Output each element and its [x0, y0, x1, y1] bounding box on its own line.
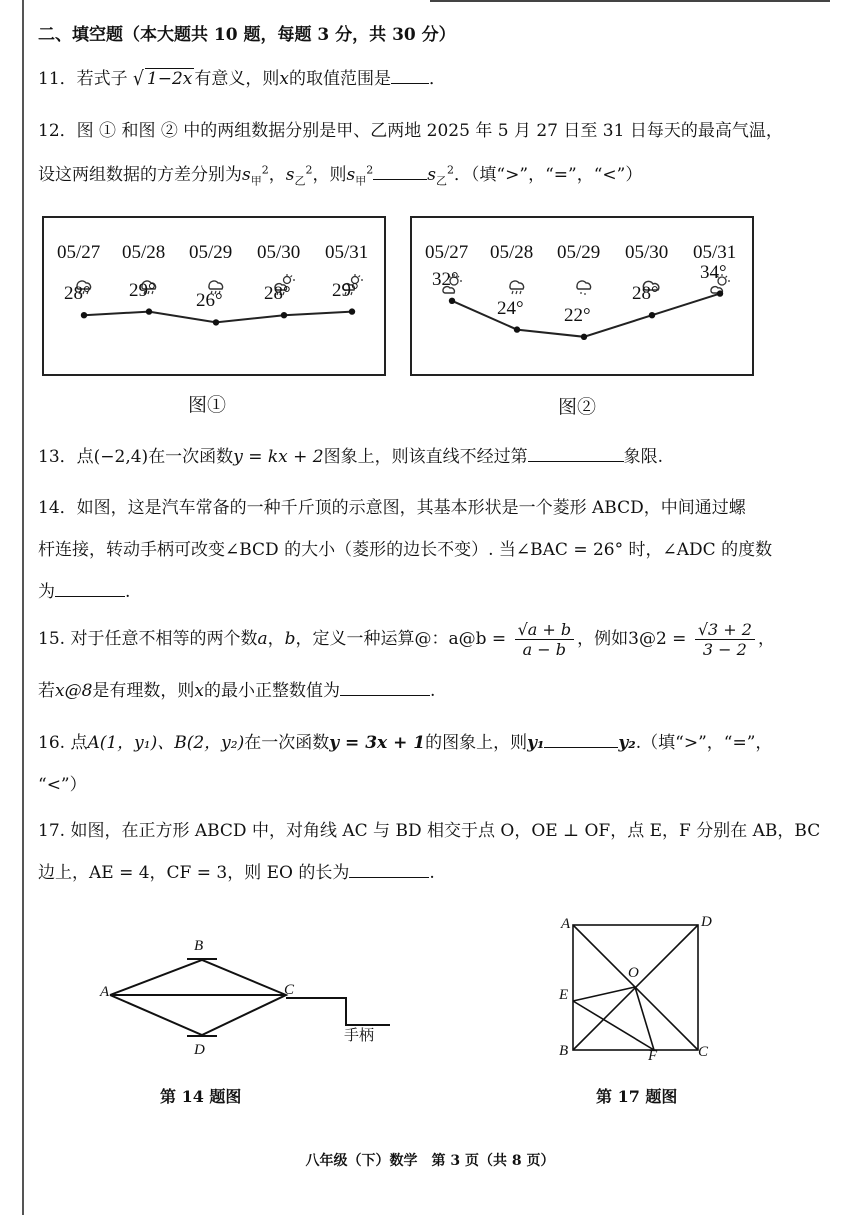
date-label: 05/27 [57, 242, 101, 263]
handle-label: 手柄 [344, 1026, 375, 1044]
question-15-line2: 若x@8是有理数，则x的最小正整数值为 . [38, 681, 436, 701]
question-11: 11．若式子 √ 1−2x 有意义，则x的取值范围是 ． [38, 67, 446, 91]
jack-diagram [90, 935, 420, 1065]
answer-blank-16[interactable] [544, 733, 618, 748]
rhombus-abcd [110, 960, 286, 1035]
question-14-line3: 为 . [38, 582, 131, 602]
question-12-line1: 12．图 ① 和图 ② 中的两组数据分别是甲、乙两地 2025 年 5 月 27 日至 31 日每天的最高气温， [38, 121, 783, 141]
fig17-label-c: C [698, 1044, 709, 1060]
question-14-line2: 杆连接，转动手柄可改变∠BCD 的大小（菱形的边长不变）. 当∠BAC = 26° 时，∠ADC 的度数 [38, 540, 773, 560]
top-edge-line [430, 0, 830, 2]
date-label: 05/28 [490, 242, 534, 263]
weather-chart-1 [42, 216, 386, 376]
date-label: 05/30 [625, 242, 669, 263]
temperature-label: 24° [497, 297, 524, 319]
weather-chart-2 [410, 216, 754, 376]
fig17-caption: 第 17 题图 [596, 1087, 678, 1106]
radical-sign: √ [133, 67, 144, 91]
temperature-point [349, 308, 355, 314]
date-label: 05/29 [189, 242, 233, 263]
temperature-point [649, 312, 655, 318]
temperature-point [581, 334, 587, 340]
segment-oe [573, 987, 635, 1001]
fig17-label-e: E [559, 987, 569, 1003]
fig14-label-b: B [194, 938, 204, 954]
temperature-label: 28° [632, 283, 659, 305]
temperature-label: 29° [129, 279, 156, 301]
fig17-label-f: F [648, 1048, 658, 1064]
fig14-label-a: A [100, 984, 110, 1000]
temperature-line-chart [412, 218, 752, 374]
date-label: 05/28 [122, 242, 166, 263]
fig14-label-d: D [194, 1042, 205, 1058]
temperature-label: 32° [432, 268, 459, 290]
date-label: 05/30 [257, 242, 301, 263]
answer-blank-11[interactable] [391, 69, 429, 84]
temperature-point [81, 312, 87, 318]
temperature-label: 26° [196, 290, 223, 312]
fraction-definition: $\frac{√a + b}{a - b}$ [515, 620, 575, 659]
chart-1-caption: 图① [188, 394, 227, 416]
question-16-line1: 16. 点A(1，y₁)、B(2，y₂)在一次函数y = 3x + 1的图象上，则y₁ y₂.（填“>”，“=”， [38, 733, 773, 753]
handle-line [286, 998, 390, 1025]
radicand: 1−2x [146, 69, 193, 89]
temperature-label: 28° [64, 283, 91, 305]
question-15-line1: 15. 对于任意不相等的两个数a，b，定义一种运算@：a@b = $\frac{√a + b}{a - b}$ ，例如3@2 = $\frac{√3 + 2}{3 - 2}$ ， [38, 620, 775, 659]
answer-blank-12[interactable] [373, 165, 427, 180]
fig14-caption: 第 14 题图 [160, 1087, 242, 1106]
square-diagram [560, 915, 710, 1065]
question-13: 13．点(−2,4)在一次函数y = kx + 2图象上，则该直线不经过第 象限. [38, 447, 664, 467]
fig17-label-o: O [628, 965, 639, 981]
temperature-point [449, 298, 455, 304]
temperature-point [281, 312, 287, 318]
temperature-point [514, 326, 520, 332]
temperature-label: 28° [264, 283, 291, 305]
temperature-label: 34° [700, 261, 727, 283]
question-14-line1: 14．如图，这是汽车常备的一种千斤顶的示意图，其基本形状是一个菱形 ABCD，中间通过螺 [38, 498, 746, 518]
fig14-label-c: C [284, 982, 295, 998]
fig17-label-a: A [561, 916, 571, 932]
date-label: 05/27 [425, 242, 469, 263]
date-label: 05/31 [693, 242, 737, 263]
temperature-point [717, 290, 723, 296]
fraction-example: $\frac{√3 + 2}{3 - 2}$ [695, 620, 755, 659]
page-footer: 八年级（下）数学 第 3 页（共 8 页） [305, 1153, 555, 1169]
answer-blank-17[interactable] [349, 863, 429, 878]
chart-2-caption: 图② [558, 396, 597, 418]
question-12-line2: 设这两组数据的方差分别为$s_甲^2$，$s_乙^2$，则$s_甲^2$ $s_乙^2$．（填“>”，“=”，“<”） [38, 163, 643, 188]
question-17-line1: 17. 如图，在正方形 ABCD 中，对角线 AC 与 BD 相交于点 O，OE ⊥ OF，点 E，F 分别在 AB，BC [38, 821, 821, 841]
fig17-label-b: B [559, 1043, 569, 1059]
fig17-label-d: D [701, 914, 712, 930]
temperature-label: 22° [564, 304, 591, 326]
temperature-point [146, 308, 152, 314]
answer-blank-15[interactable] [340, 681, 430, 696]
answer-blank-13[interactable] [528, 447, 624, 462]
question-16-line2: “<”） [38, 775, 87, 795]
temperature-label: 29° [332, 279, 359, 301]
answer-blank-14[interactable] [55, 582, 125, 597]
question-17-line2: 边上，AE = 4，CF = 3，则 EO 的长为 . [38, 863, 435, 883]
left-margin-line [22, 0, 24, 1215]
date-label: 05/29 [557, 242, 601, 263]
temperature-point [213, 319, 219, 325]
section-title: 二、填空题（本大题共 10 题，每题 3 分，共 30 分） [38, 25, 456, 45]
date-label: 05/31 [325, 242, 369, 263]
